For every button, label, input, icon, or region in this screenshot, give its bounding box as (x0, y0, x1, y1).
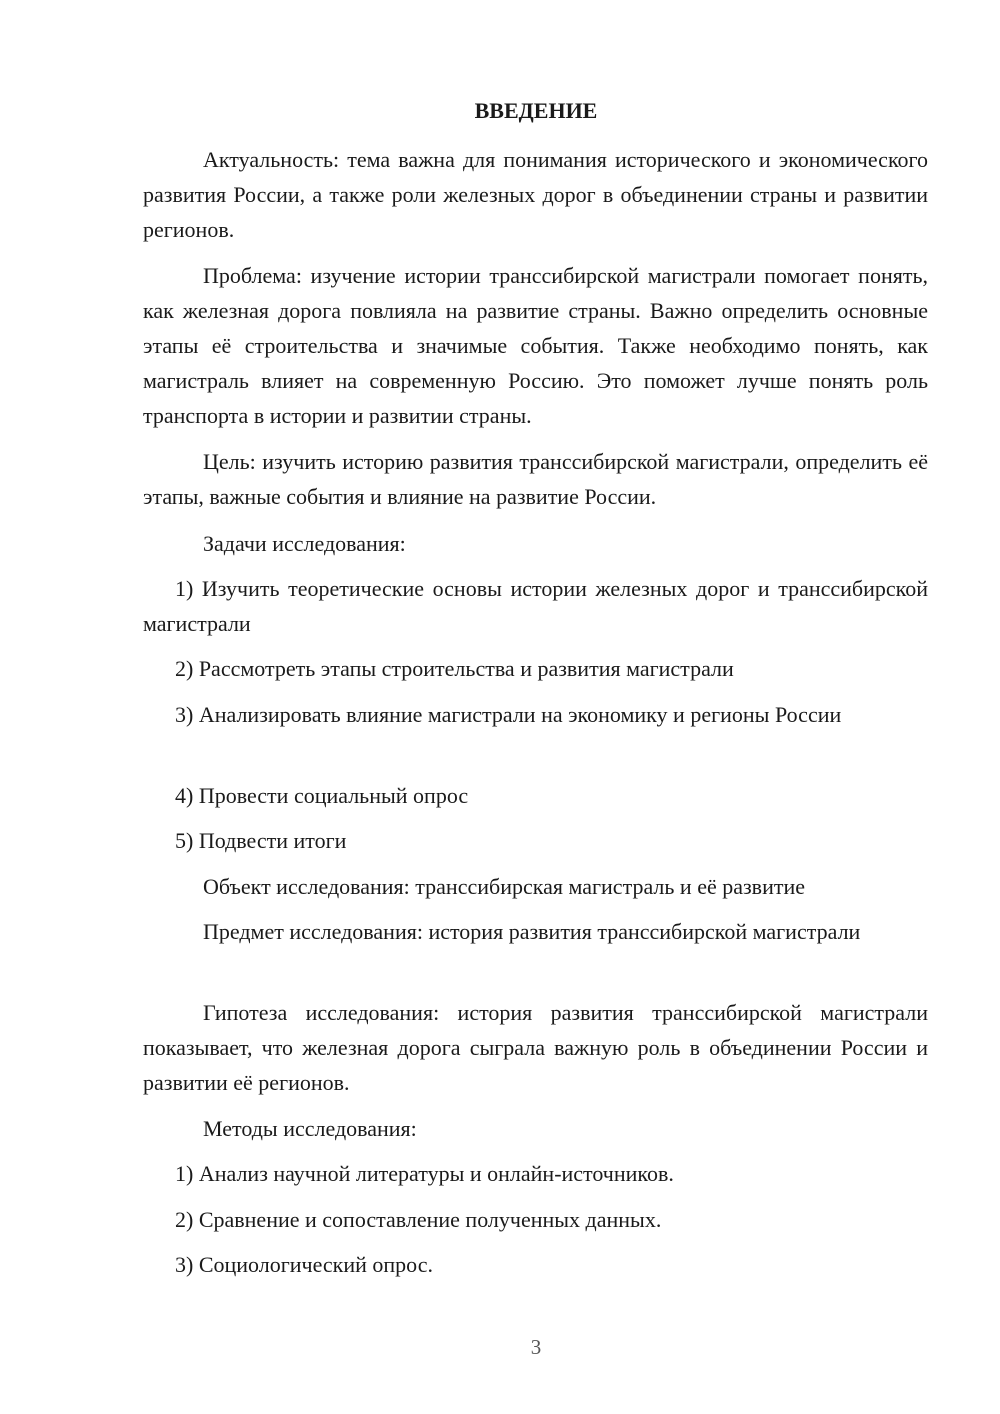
section-title: ВВЕДЕНИЕ (474, 98, 598, 123)
object-paragraph: Объект исследования: транссибирская магистраль и её развитие (203, 874, 805, 899)
object-section (143, 869, 928, 904)
task-item-4-block (143, 778, 928, 813)
subject-paragraph: Предмет исследования: история развития транссибирской магистрали (203, 919, 861, 944)
method-item: 2) Сравнение и сопоставление полученных данных. (175, 1207, 662, 1232)
tasks-heading-section (143, 526, 928, 561)
task-item-1-block (143, 571, 928, 641)
method-item: 3) Социологический опрос. (175, 1252, 433, 1277)
goal-section (143, 444, 928, 514)
method-item: 1) Анализ научной литературы и онлайн-источников. (175, 1161, 674, 1186)
method-item-3-block (143, 1247, 928, 1282)
task-item: 3) Анализировать влияние магистрали на экономику и регионы России (175, 702, 842, 727)
task-item: 2) Рассмотреть этапы строительства и развития магистрали (175, 656, 734, 681)
page-number: 3 (530, 1335, 542, 1359)
methods-heading-section (143, 1111, 928, 1146)
task-item-5-block (143, 823, 928, 858)
hypothesis-paragraph: Гипотеза исследования: история развития транссибирской магистрали показывает, что железная дорога сыграла важную роль в объединении России и развитии её регионов. (143, 1000, 928, 1095)
methods-heading: Методы исследования: (203, 1116, 417, 1141)
task-item: 4) Провести социальный опрос (175, 783, 469, 808)
relevance-paragraph: Актуальность: тема важна для понимания исторического и экономического развития России, а также роли железных дорог в объединении страны и развитии регионов. (143, 147, 928, 242)
hypothesis-section (143, 995, 928, 1100)
method-item-2-block (143, 1202, 928, 1237)
problem-section (143, 258, 928, 433)
subject-section (143, 914, 928, 949)
problem-paragraph: Проблема: изучение истории транссибирской магистрали помогает понять, как железная дорога повлияла на развитие страны. Важно определить основные этапы её строительства и значимые события. Также необходимо понять, как магистраль влияет на современную Россию. Это поможет лучше понять роль транспорта в истории и развитии страны. (143, 263, 928, 428)
method-item-1-block (143, 1156, 928, 1191)
task-item: 5) Подвести итоги (175, 828, 347, 853)
task-item-2-block (143, 651, 928, 686)
task-item-3-block (143, 697, 928, 732)
relevance-section (143, 142, 928, 247)
goal-paragraph: Цель: изучить историю развития транссибирской магистрали, определить её этапы, важные события и влияние на развитие России. (143, 449, 928, 509)
task-item: 1) Изучить теоретические основы истории железных дорог и транссибирской магистрали (143, 576, 928, 636)
tasks-heading: Задачи исследования: (203, 531, 406, 556)
